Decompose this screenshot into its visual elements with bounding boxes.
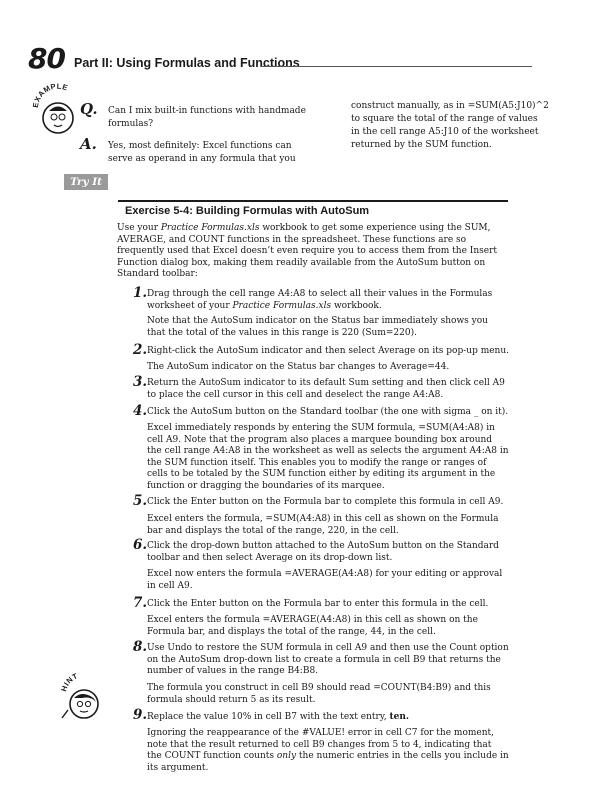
step-note: Excel immediately responds by entering the SUM formula, =SUM(A4:A8) in cell A9. Note that the program also places a marquee bounding box around the cell range A4:A8 in the worksheet as well as selects the argument A4:A8 in the SUM function itself. This enables you to modify the range or ranges of cells to be totaled by the SUM function either by editing its argument in the function or dragging the boundaries of its marquee. [147,423,509,491]
exercise-title: Exercise 5-4: Building Formulas with AutoSum [125,205,370,217]
step-number: 4. [133,403,148,419]
answer-marker: A. [80,135,97,153]
step-note: Excel enters the formula =AVERAGE(A4:A8) in this cell as shown on the Formula bar, and displays the total of the range, 44, in the cell. [147,615,478,637]
step-number: 6. [133,537,148,553]
step-number: 7. [133,595,148,611]
try-it-badge: Try It [64,174,108,190]
question-marker: Q. [80,100,98,118]
step-note: Excel enters the formula, =SUM(A4:A8) in this cell as shown on the Formula bar and displays the total of the range, 220, in the cell. [147,514,499,536]
answer-text-continued: construct manually, as in =SUM(A5:J10)^2 to square the total of the range of values in the cell range A5:J10 of the worksheet returned by the SUM function. [351,101,549,150]
hint-icon [58,666,108,726]
page-number: 80 [28,42,65,75]
step-text: Return the AutoSum indicator to its default Sum setting and then click cell A9 to place the cell cursor in this cell and deselect the range A4:A8. [147,378,505,400]
step-text: Click the drop-down button attached to the AutoSum button on the Standard toolbar and then select Average on its drop-down list. [147,541,499,563]
header-rule [261,66,532,67]
hint-label: HINT [59,671,80,693]
exercise-intro: Use your Practice Formulas.xls workbook to get some experience using the SUM, AVERAGE, and COUNT functions in the spreadsheet. These functions are so frequently used that Excel doesn’t even require you to access them from the Insert Function dialog box, making them readily available from the AutoSum button on Standard toolbar: [117,223,497,280]
step-text: Use Undo to restore the SUM formula in cell A9 and then use the Count option on the AutoSum drop-down list to create a formula in cell B9 that returns the number of values in the range B4:B8. [147,643,509,677]
step-text: Click the Enter button on the Formula bar to complete this formula in cell A9. [147,497,504,507]
step-number: 5. [133,493,148,509]
step-number: 2. [133,342,148,358]
step-text: Drag through the cell range A4:A8 to select all their values in the Formulas worksheet of your Practice Formulas.xls workbook. [147,289,493,311]
step-number: 9. [133,707,148,723]
exercise-top-rule [118,200,508,202]
answer-text: Yes, most definitely: Excel functions can serve as operand in any formula that you [108,141,296,164]
example-icon [32,78,82,140]
step-number: 3. [133,374,148,390]
step-number: 8. [133,639,148,655]
step-number: 1. [133,285,148,301]
step-note: Note that the AutoSum indicator on the Status bar immediately shows you that the total of the values in this range is 220 (Sum=220). [147,316,488,338]
question-text: Can I mix built-in functions with handmade formulas? [108,106,306,129]
step-note: Ignoring the reappearance of the #VALUE! error in cell C7 for the moment, note that the result returned to cell B9 changes from 5 to 4, indicating that the COUNT function counts only the numeric entries in the cells you include in its argument. [147,728,509,773]
step-note: Excel now enters the formula =AVERAGE(A4:A8) for your editing or approval in cell A9. [147,569,503,591]
part-title: Part II: Using Formulas and Functions [74,56,300,70]
step-text: Click the Enter button on the Formula bar to enter this formula in the cell. [147,599,489,609]
step-text: Right-click the AutoSum indicator and then select Average on its pop-up menu. [147,346,510,356]
step-text: Click the AutoSum button on the Standard toolbar (the one with sigma _ on it). [147,407,509,417]
step-note: The AutoSum indicator on the Status bar changes to Average=44. [147,362,450,372]
step-text: Replace the value 10% in cell B7 with the text entry, ten. [147,712,409,722]
step-note: The formula you construct in cell B9 should read =COUNT(B4:B9) and this formula should return 5 as its result. [147,683,491,705]
example-label: XAMPLE [32,81,70,104]
svg-text:HINT [59,671,79,692]
